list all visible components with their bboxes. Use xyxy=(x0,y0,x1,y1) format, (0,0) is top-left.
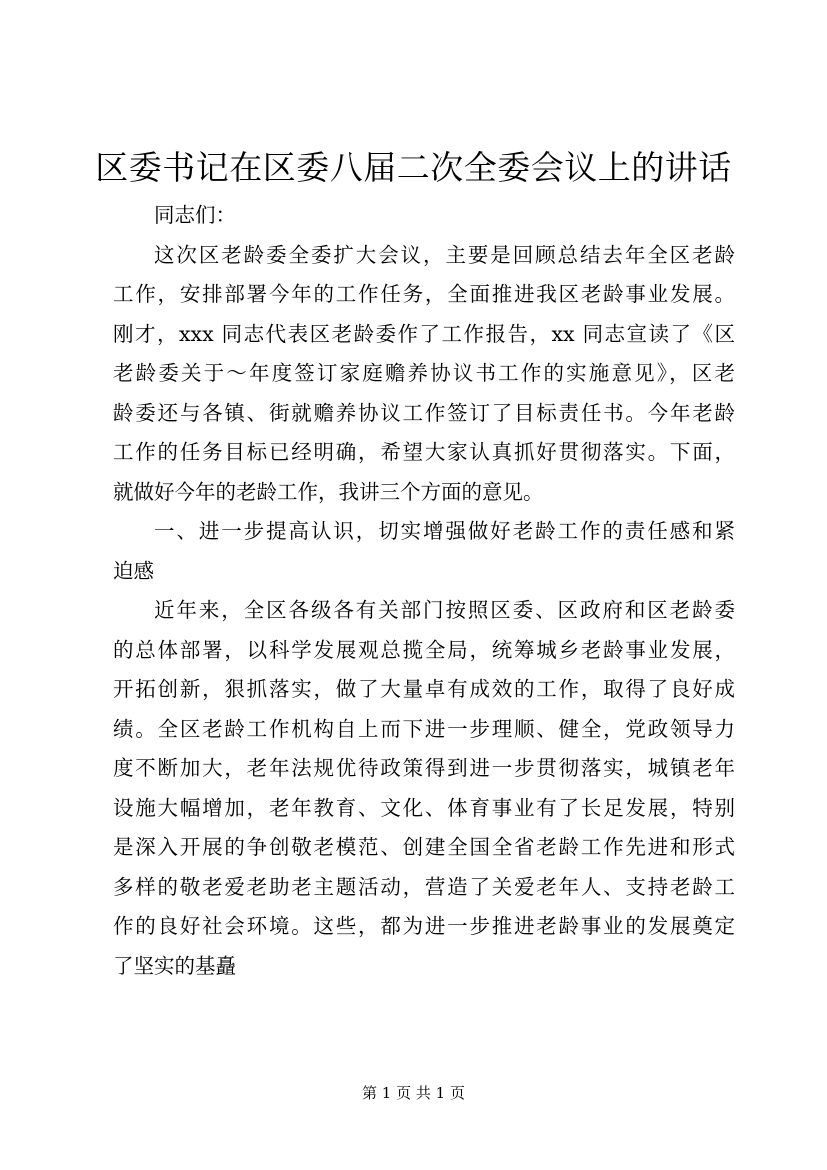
document-title: 区委书记在区委八届二次全委会议上的讲话 xyxy=(95,148,732,187)
page-footer: 第 1 页 共 1 页 xyxy=(362,1084,465,1102)
paragraph-line: 是深入开展的争创敬老模范、创建全国全省老龄工作先进和形式 xyxy=(113,835,735,859)
paragraph-line: 绩。全区老龄工作机构自上而下进一步理顺、健全，党政领导力 xyxy=(113,716,735,741)
paragraph-line: 这次区老龄委全委扩大会议，主要是回顾总结去年全区老龄 xyxy=(154,242,735,267)
paragraph-line: 同志们： xyxy=(154,203,236,227)
paragraph-line: 的总体部署，以科学发展观总揽全局，统筹城乡老龄事业发展， xyxy=(113,637,735,662)
paragraph-line: 设施大幅增加，老年教育、文化、体育事业有了长足发展，特别 xyxy=(113,795,735,820)
paragraph-line: 多样的敬老爱老助老主题活动，营造了关爱老年人、支持老龄工 xyxy=(113,874,735,899)
section-body-paragraph xyxy=(113,591,735,986)
paragraph-line: 刚才，xxx 同志代表区老龄委作了工作报告，xx 同志宣读了《区 xyxy=(113,321,735,346)
paragraph-line: 工作的任务目标已经明确，希望大家认真抓好贯彻落实。下面， xyxy=(113,440,735,464)
document-body xyxy=(113,196,735,986)
heading-line: 迫感 xyxy=(113,558,154,583)
salutation-paragraph xyxy=(113,196,735,236)
paragraph-line: 工作，安排部署今年的工作任务，全面推进我区老龄事业发展。 xyxy=(113,282,735,306)
paragraph-line: 近年来，全区各级各有关部门按照区委、区政府和区老龄委 xyxy=(154,598,735,622)
paragraph-line: 作的良好社会环境。这些，都为进一步推进老龄事业的发展奠定 xyxy=(113,914,735,938)
paragraph-line: 了坚实的基矗 xyxy=(113,953,236,978)
paragraph-line: 度不断加大，老年法规优待政策得到进一步贯彻落实，城镇老年 xyxy=(113,756,735,780)
paragraph-line: 龄委还与各镇、街就赡养协议工作签订了目标责任书。今年老龄 xyxy=(113,400,735,425)
section-heading xyxy=(113,512,735,591)
paragraph-line: 就做好今年的老龄工作，我讲三个方面的意见。 xyxy=(113,479,544,504)
intro-paragraph xyxy=(113,236,735,513)
heading-line: 一、进一步提高认识，切实增强做好老龄工作的责任感和紧 xyxy=(154,519,735,543)
paragraph-line: 开拓创新，狠抓落实，做了大量卓有成效的工作，取得了良好成 xyxy=(113,677,735,701)
paragraph-line: 老龄委关于～年度签订家庭赡养协议书工作的实施意见》，区老 xyxy=(113,361,735,385)
